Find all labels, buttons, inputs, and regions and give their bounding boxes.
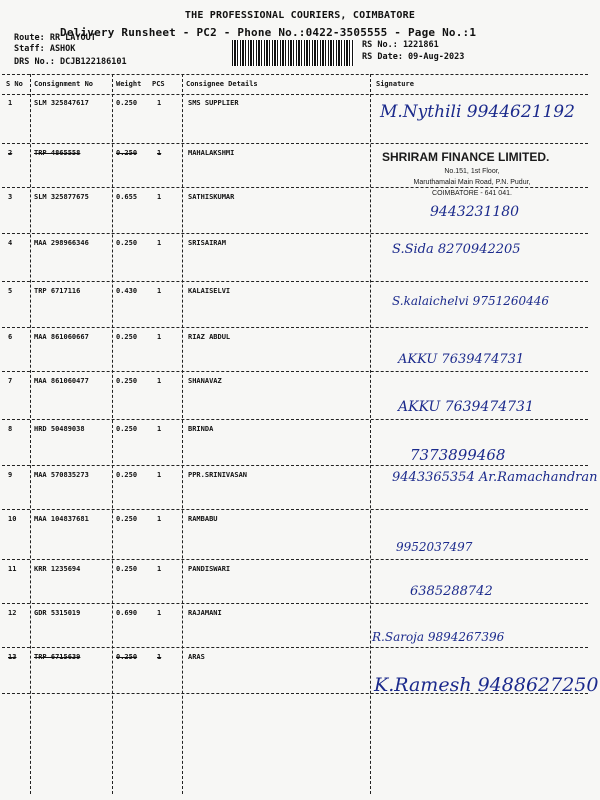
cell-consignee: SMS SUPPLIER xyxy=(188,99,239,107)
cell-consignee: SRISAIRAM xyxy=(188,239,226,247)
cell-pcs: 1 xyxy=(157,149,162,157)
cell-sno: 12 xyxy=(8,609,17,617)
cell-sno: 6 xyxy=(8,333,13,341)
cell-pcs: 1 xyxy=(157,565,162,573)
cell-consignee: RIAZ ABDUL xyxy=(188,333,231,341)
cell-sno: 2 xyxy=(8,149,13,157)
barcode xyxy=(232,40,354,66)
cell-sno: 9 xyxy=(8,471,13,479)
cell-weight: 0.250 xyxy=(116,149,138,157)
cell-weight: 0.430 xyxy=(116,287,138,295)
row-divider xyxy=(2,647,588,648)
signature-handwriting: 7373899468 xyxy=(410,446,506,464)
cell-consignee: RAJAMANI xyxy=(188,609,222,617)
col-divider xyxy=(30,74,31,794)
header-signature: Signature xyxy=(376,80,414,88)
cell-pcs: 1 xyxy=(157,425,162,433)
signature-handwriting: AKKU 7639474731 xyxy=(398,352,525,367)
cell-pcs: 1 xyxy=(157,653,162,661)
stamp-address-line3: COIMBATORE - 641 041. xyxy=(432,190,512,197)
signature-handwriting: AKKU 7639474731 xyxy=(398,399,534,415)
cell-consignee: PANDISWARI xyxy=(188,565,231,573)
runsheet-title: Delivery Runsheet - PC2 - Phone No.:0422-3505555 - Page No.:1 xyxy=(60,26,477,39)
cell-consignee: MAHALAKSHMI xyxy=(188,149,235,157)
cell-consignee: SATHISKUMAR xyxy=(188,193,235,201)
stamp-company-name: SHRIRAM FINANCE LIMITED. xyxy=(382,150,550,164)
cell-pcs: 1 xyxy=(157,377,162,385)
cell-consignment: TRP 6715639 xyxy=(34,653,81,661)
rs-number: RS No.: 1221861 xyxy=(362,40,439,50)
drs-number: DRS No.: DCJB122186101 xyxy=(14,57,127,67)
signature-handwriting: 9443365354 Ar.Ramachandran xyxy=(392,470,598,485)
row-divider xyxy=(2,603,588,604)
signature-handwriting: S.Sida 8270942205 xyxy=(392,242,521,257)
row-divider xyxy=(2,371,588,372)
cell-weight: 0.250 xyxy=(116,239,138,247)
cell-sno: 5 xyxy=(8,287,13,295)
signature-handwriting: 9952037497 xyxy=(396,540,473,554)
cell-weight: 0.250 xyxy=(116,377,138,385)
cell-sno: 13 xyxy=(8,653,17,661)
signature-handwriting: K.Ramesh 9488627250 xyxy=(374,674,599,696)
row-divider xyxy=(2,233,588,234)
stamp-address-line2: Maruthamalai Main Road, P.N. Pudur, xyxy=(413,179,531,186)
cell-consignment: TRP 6717116 xyxy=(34,287,81,295)
header-sno: S No xyxy=(6,80,23,88)
cell-sno: 7 xyxy=(8,377,13,385)
cell-consignee: BRINDA xyxy=(188,425,214,433)
cell-consignment: MAA 104837681 xyxy=(34,515,89,523)
row-divider xyxy=(2,419,588,420)
row-divider xyxy=(2,327,588,328)
header-consignment: Consignment No xyxy=(34,80,94,88)
staff-label: Staff: ASHOK xyxy=(14,44,76,54)
cell-consignment: MAA 861060667 xyxy=(34,333,89,341)
cell-sno: 8 xyxy=(8,425,13,433)
cell-pcs: 1 xyxy=(157,287,162,295)
cell-consignment: KRR 1235694 xyxy=(34,565,81,573)
cell-weight: 0.250 xyxy=(116,471,138,479)
row-divider xyxy=(2,281,588,282)
cell-consignment: GDR 5315019 xyxy=(34,609,81,617)
col-divider xyxy=(370,74,371,794)
cell-weight: 0.250 xyxy=(116,425,138,433)
cell-consignee: KALAISELVI xyxy=(188,287,231,295)
signature-handwriting: 6385288742 xyxy=(410,584,493,599)
cell-weight: 0.250 xyxy=(116,99,138,107)
cell-sno: 10 xyxy=(8,515,17,523)
rs-date: RS Date: 09-Aug-2023 xyxy=(362,52,465,62)
row-divider xyxy=(2,559,588,560)
table-header-divider xyxy=(2,94,588,95)
cell-pcs: 1 xyxy=(157,239,162,247)
cell-consignment: MAA 570835273 xyxy=(34,471,89,479)
cell-consignment: SLM 325847617 xyxy=(34,99,89,107)
cell-sno: 3 xyxy=(8,193,13,201)
col-divider xyxy=(112,74,113,794)
cell-sno: 11 xyxy=(8,565,17,573)
signature-handwriting: M.Nythili 9944621192 xyxy=(380,102,575,122)
company-title: THE PROFESSIONAL COURIERS, COIMBATORE xyxy=(184,10,416,21)
cell-consignment: HRD 50489038 xyxy=(34,425,85,433)
cell-pcs: 1 xyxy=(157,193,162,201)
cell-weight: 0.250 xyxy=(116,515,138,523)
col-divider xyxy=(182,74,183,794)
row-divider xyxy=(2,143,588,144)
cell-consignment: TRP 4865558 xyxy=(34,149,81,157)
company-stamp xyxy=(382,150,562,200)
cell-consignment: MAA 298966346 xyxy=(34,239,89,247)
cell-pcs: 1 xyxy=(157,515,162,523)
stamp-address-line1: No.151, 1st Floor, xyxy=(444,168,500,175)
row-divider xyxy=(2,509,588,510)
cell-weight: 0.690 xyxy=(116,609,138,617)
cell-pcs: 1 xyxy=(157,609,162,617)
signature-handwriting: R.Saroja 9894267396 xyxy=(372,630,505,644)
row-divider xyxy=(2,465,588,466)
cell-consignee: PPR.SRINIVASAN xyxy=(188,471,248,479)
cell-weight: 0.655 xyxy=(116,193,138,201)
cell-consignee: SHANAVAZ xyxy=(188,377,222,385)
cell-pcs: 1 xyxy=(157,333,162,341)
header-consignee: Consignee Details xyxy=(186,80,258,88)
cell-sno: 4 xyxy=(8,239,13,247)
signature-handwriting: 9443231180 xyxy=(430,204,520,220)
cell-weight: 0.250 xyxy=(116,653,138,661)
cell-pcs: 1 xyxy=(157,471,162,479)
header-pcs: PCS xyxy=(152,80,165,88)
cell-consignment: MAA 861060477 xyxy=(34,377,89,385)
table-border-top xyxy=(2,74,588,75)
signature-handwriting: S.kalaichelvi 9751260446 xyxy=(392,294,550,308)
cell-pcs: 1 xyxy=(157,99,162,107)
header-weight: Weight xyxy=(116,80,142,88)
cell-sno: 1 xyxy=(8,99,13,107)
cell-consignment: SLM 325877675 xyxy=(34,193,89,201)
cell-consignee: ARAS xyxy=(188,653,205,661)
cell-weight: 0.250 xyxy=(116,333,138,341)
cell-weight: 0.250 xyxy=(116,565,138,573)
cell-consignee: RAMBABU xyxy=(188,515,218,523)
route-label: Route: RR LAYOUT xyxy=(14,33,96,43)
